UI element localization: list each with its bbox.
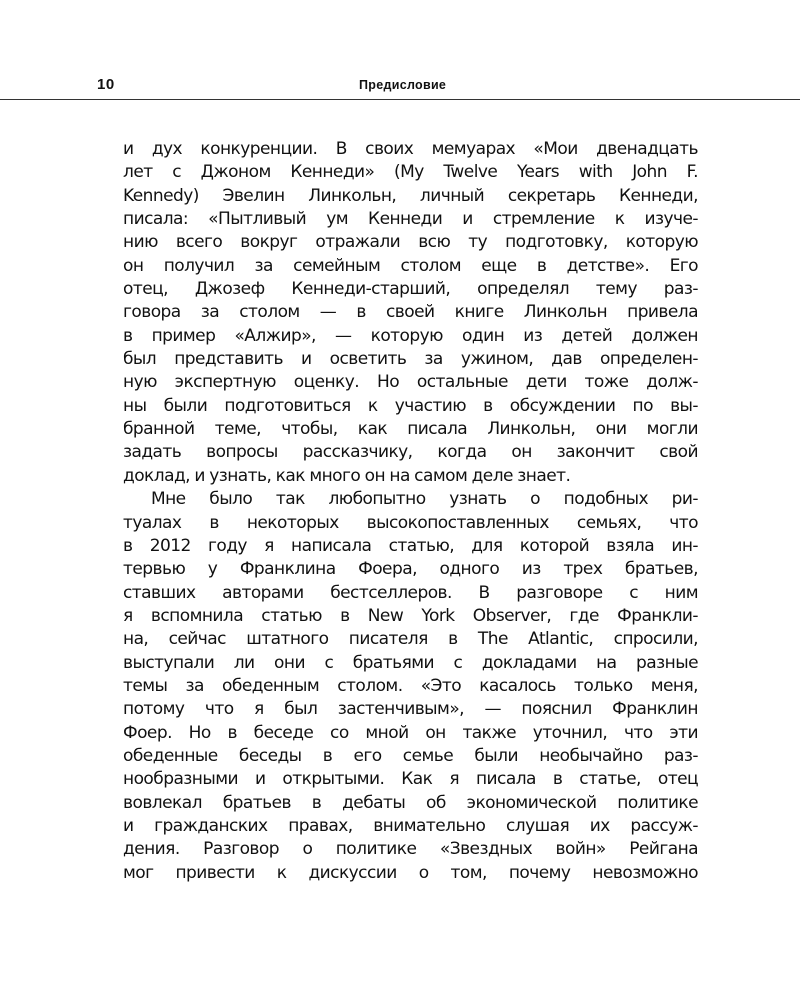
body-text (123, 138, 698, 885)
header-divider (0, 99, 800, 100)
text-line: дения. Разговор о политике «Звездных войн» Рейгана (123, 839, 698, 860)
text-line: Kennedy) Эвелин Линкольн, личный секретарь Кеннеди, (123, 185, 698, 206)
running-header (0, 70, 800, 100)
text-line: был представить и осветить за ужином, дав определен- (123, 349, 698, 370)
text-line: ную экспертную оценку. Но остальные дети тоже долж- (123, 372, 698, 393)
text-line: я вспомнила статью в New York Observer, где Франкли- (123, 605, 698, 626)
text-line: нию всего вокруг отражали всю ту подготовку, которую (123, 232, 698, 253)
text-line: он получил за семейным столом еще в детстве». Его (123, 255, 698, 276)
text-line: выступали ли они с братьями с докладами на разные (123, 652, 698, 673)
text-line: бранной теме, чтобы, как писала Линкольн, они могли (123, 419, 698, 440)
text-line: и дух конкуренции. В своих мемуарах «Мои двенадцать (123, 139, 698, 159)
text-line: писала: «Пытливый ум Кеннеди и стремление к изуче- (123, 209, 698, 230)
text-line: тервью у Франклина Фоера, одного из трех братьев, (123, 559, 698, 580)
text-line: доклад, и узнать, как много он на самом деле знает. (123, 465, 571, 486)
text-line: вовлекал братьев в дебаты об экономической политике (123, 792, 698, 813)
text-line: ны были подготовиться к участию в обсуждении по вы- (123, 395, 698, 416)
text-line: Мне было так любопытно узнать о подобных ри- (151, 489, 698, 510)
text-line: мог привести к дискуссии о том, почему невозможно (123, 862, 698, 883)
text-line: потому что я был застенчивым», — пояснил Франклин (123, 699, 698, 720)
text-line: обеденные беседы в его семье были необычайно раз- (123, 745, 698, 766)
text-line: Фоер. Но в беседе со мной он также уточнил, что эти (123, 722, 698, 743)
paragraph (123, 488, 698, 885)
text-line: на, сейчас штатного писателя в The Atlantic, спросили, (123, 629, 698, 650)
text-line: нообразными и открытыми. Как я писала в статье, отец (123, 769, 698, 790)
page-number: 10 (97, 76, 115, 93)
text-line: говора за столом — в своей книге Линкольн привела (123, 302, 698, 323)
text-line: в пример «Алжир», — которую один из детей должен (123, 325, 698, 346)
text-line: ставших авторами бестселлеров. В разговоре с ним (123, 582, 698, 603)
text-line: туалах в некоторых высокопоставленных семьях, что (123, 512, 698, 533)
running-title: Предисловие (359, 78, 447, 92)
text-line: в 2012 году я написала статью, для которой взяла ин- (123, 535, 698, 556)
text-line: темы за обеденным столом. «Это касалось только меня, (123, 675, 698, 696)
text-line: лет с Джоном Кеннеди» (My Twelve Years with John F. (123, 162, 698, 183)
text-line: отец, Джозеф Кеннеди-старший, определял тему раз- (123, 279, 698, 300)
text-line: задать вопросы рассказчику, когда он закончит свой (123, 442, 698, 463)
paragraph (123, 138, 698, 488)
text-line: и гражданских правах, внимательно слушая их рассуж- (123, 815, 698, 836)
